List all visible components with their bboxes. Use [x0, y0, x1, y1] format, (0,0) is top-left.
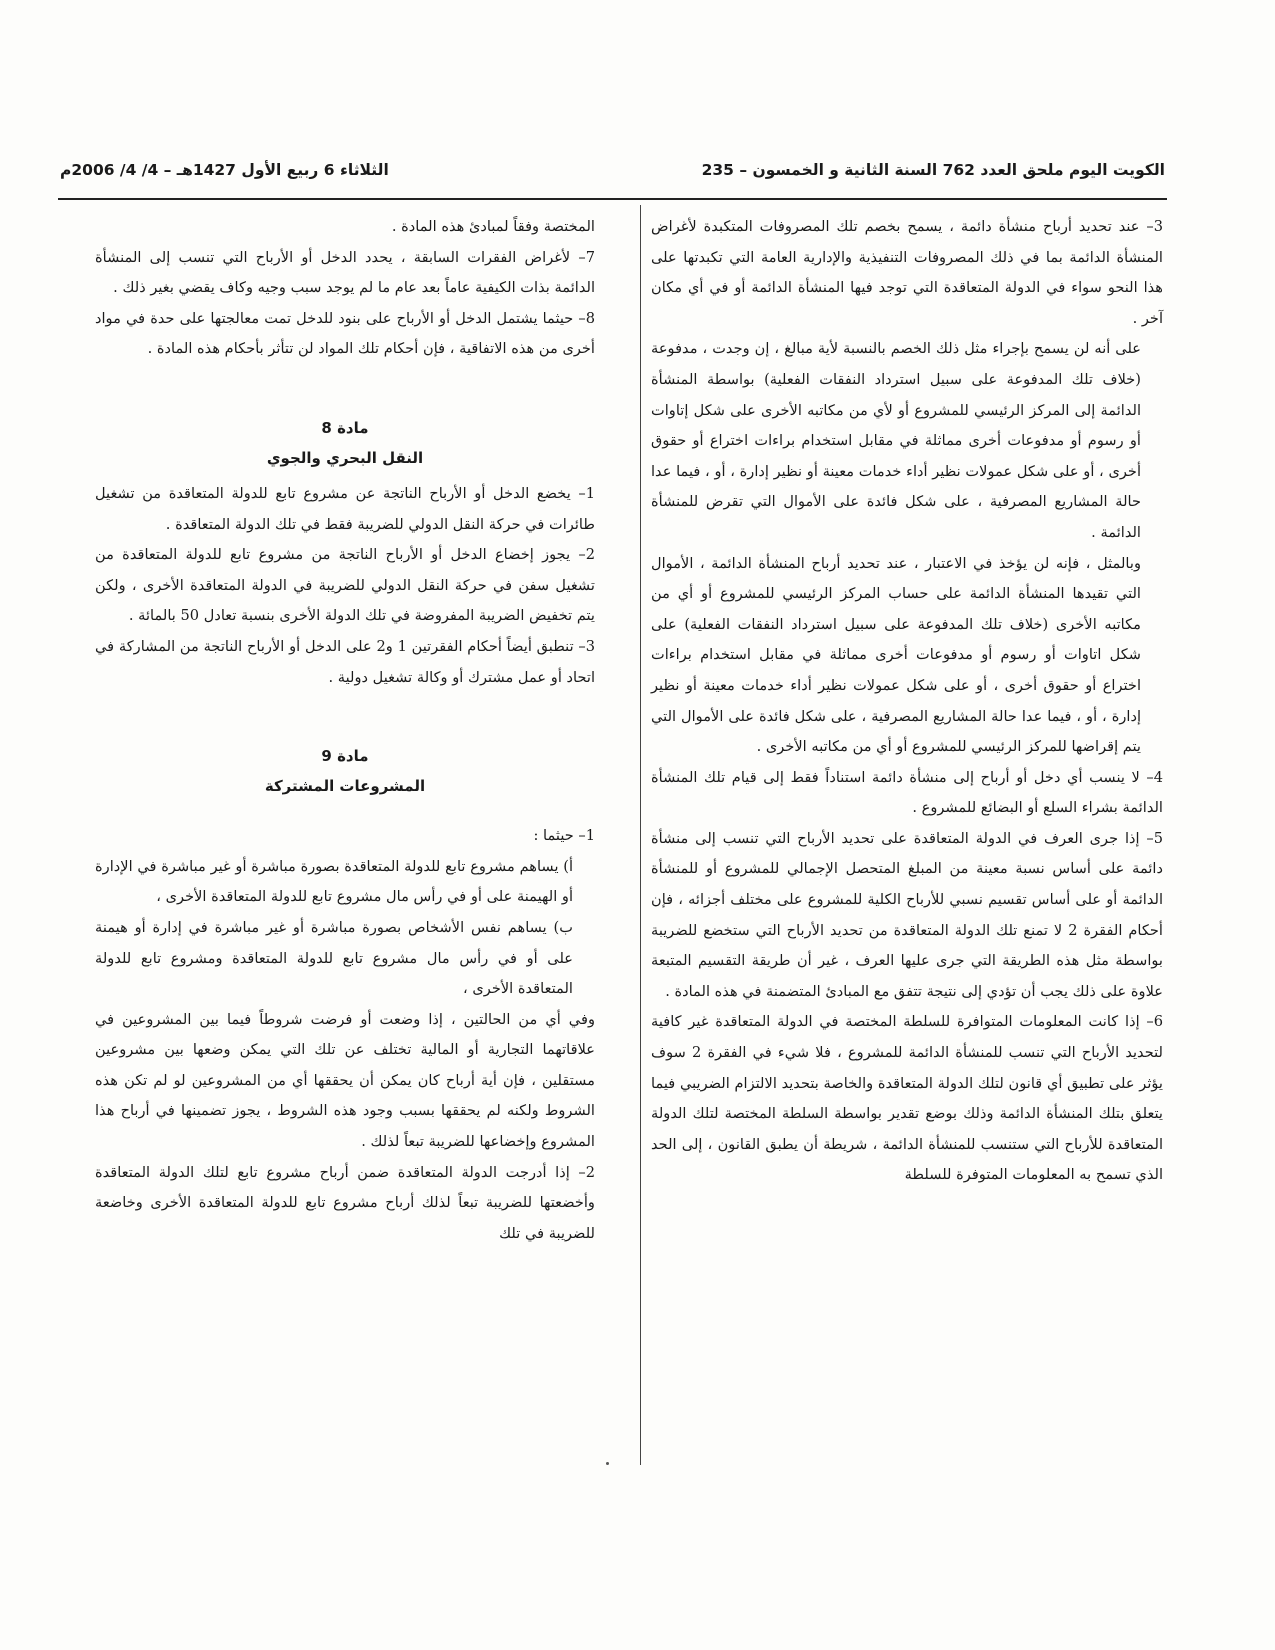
article-8-para-2: 2– يجوز إخضاع الدخل أو الأرباح الناتجة من مشروع تابع للدولة المتعاقدة من تشغيل سفن في حركة النقل الدولي للضريبة في الدولة المتعاقدة الأخرى ، ولكن يتم تخفيض الضريبة المفروضة في تلك الدولة الأخرى بنسبة تعادل 50 بالمائة . [95, 546, 595, 625]
article-9-intro: 1– حيثما : [533, 827, 595, 845]
scan-speck [606, 1462, 609, 1465]
spacer [95, 693, 595, 741]
spacer [95, 801, 595, 821]
spacer [95, 365, 595, 413]
paragraph-5: 5– إذا جرى العرف في الدولة المتعاقدة على تحديد الأرباح التي تنسب إلى منشأة دائمة على أساس نسبة معينة من المبلغ المتحصل الإجمالي للمشروع أو للمنشأة الدائمة أو على أساس تقسيم نسبي للأرباح الكلية للمشروع على مختلف أجزائه ، فإن أحكام الفقرة 2 لا تمنع تلك الدولة المتعاقدة من تحديد الأرباح التي ستخضع للضريبة بواسطة مثل هذه الطريقة التي جرى عليها العرف ، غير أن طريقة التقسيم المتبعة علاوة على ذلك يجب أن تؤدي إلى نتيجة تتفق مع المبادئ المتضمنة في هذه المادة . [651, 829, 1163, 1000]
header-date: الثلاثاء 6 ربيع الأول 1427هـ – 4/ 4/ 2006م [60, 161, 389, 179]
paragraph-3: 3– عند تحديد أرباح منشأة دائمة ، يسمح بخصم تلك المصروفات المتكبدة لأغراض المنشأة الدائمة بما في ذلك المصروفات التنفيذية والإدارية العامة التي تكبدتها على هذا النحو سواء في الدولة المتعاقدة التي توجد فيها المنشأة الدائمة أو في أي مكان آخر . [651, 218, 1163, 327]
article-8-para-1: 1– يخضع الدخل أو الأرباح الناتجة عن مشروع تابع للدولة المتعاقدة من تشغيل طائرات في حركة النقل الدولي للضريبة فقط في تلك الدولة المتعاقدة . [95, 484, 595, 533]
left-column [95, 212, 595, 1249]
column-divider [640, 205, 641, 1465]
article-8-subtitle: النقل البحري والجوي [266, 448, 424, 467]
paragraph-8: 8– حيثما يشتمل الدخل أو الأرباح على بنود للدخل تمت معالجتها على حدة في مواد أخرى من هذه الاتفاقية ، فإن أحكام تلك المواد لن تتأثر بأحكام هذه المادة . [95, 309, 595, 358]
paragraph-6: 6– إذا كانت المعلومات المتوافرة للسلطة المختصة في الدولة المتعاقدة غير كافية لتحديد الأرباح التي تنسب للمنشأة الدائمة للمشروع ، فلا شيء في الفقرة 2 سوف يؤثر على تطبيق أي قانون لتلك الدولة المتعاقدة والخاصة بتحديد الالتزام الضريبي فيما يتعلق بتلك المنشأة الدائمة وذلك بوضع تقدير بواسطة السلطة المختصة لتلك الدولة المتعاقدة للأرباح التي ستنسب للمنشأة الدائمة ، شريطة أن يطبق القانون ، إلى الحد الذي تسمح به المعلومات المتوفرة للسلطة [651, 1013, 1163, 1184]
article-9-item-b: ب) يساهم نفس الأشخاص بصورة مباشرة أو غير مباشرة في إدارة أو هيمنة على أو في رأس مال مشروع تابع للدولة المتعاقدة ومشروع تابع للدولة المتعاقدة الأخرى ، [95, 918, 573, 998]
article-9-subtitle: المشروعات المشتركة [264, 777, 426, 796]
paragraph-7: 7– لأغراض الفقرات السابقة ، يحدد الدخل أو الأرباح التي تنسب إلى المنشأة الدائمة بذات الكيفية عاماً بعد عام ما لم يوجد سبب وجيه وكاف يقضي بغير ذلك . [95, 248, 595, 297]
article-9-title: مادة 9 [321, 747, 369, 766]
article-9-para-2: 2– إذا أدرجت الدولة المتعاقدة ضمن أرباح مشروع تابع لتلك الدولة المتعاقدة وأخضعتها للضريبة تبعاً لذلك أرباح مشروع تابع للدولة المتعاقدة الأخرى وخاضعة للضريبة في تلك [95, 1163, 595, 1242]
header-publication-info: الكويت اليوم ملحق العدد 762 السنة الثانية و الخمسون – 235 [701, 161, 1165, 179]
article-8-title: مادة 8 [321, 418, 369, 437]
paragraph-4: 4– لا ينسب أي دخل أو أرباح إلى منشأة دائمة استناداً فقط إلى قيام تلك المنشأة الدائمة بشراء السلع أو البضائع للمشروع . [651, 768, 1163, 817]
article-9-item-a: أ) يساهم مشروع تابع للدولة المتعاقدة بصورة مباشرة أو غير مباشرة في الإدارة أو الهيمنة على أو في رأس مال مشروع تابع للدولة المتعاقدة الأخرى ، [95, 857, 573, 906]
article-9-body: وفي أي من الحالتين ، إذا وضعت أو فرضت شروطاً فيما بين المشروعين في علاقاتهما التجارية أو المالية تختلف عن تلك التي يمكن وضعها بين مشروعين مستقلين ، فإن أية أرباح كان يمكن أن يحققها أي من المشروعين لو لم تكن هذه الشروط ولكنه لم يحققها بسبب وجود هذه الشروط ، يجوز تضمينها في أرباح هذا المشروع وإخضاعها للضريبة تبعاً لذلك . [95, 1010, 595, 1151]
header-rule [58, 198, 1167, 200]
paragraph-3-continued-b: وبالمثل ، فإنه لن يؤخذ في الاعتبار ، عند تحديد أرباح المنشأة الدائمة ، الأموال التي تقيدها المنشأة الدائمة على حساب المركز الرئيسي للمشروع أو أي من مكاتبه الأخرى (خلاف تلك المدفوعة على سبيل استرداد النفقات الفعلية) على شكل اتاوات أو رسوم أو مدفوعات أخرى مماثلة في مقابل استخدام براءات اختراع أو حقوق أخرى ، أو على شكل عمولات نظير أداء خدمات معينة أو نظير إدارة ، أو ، فيما عدا حالة المشاريع المصرفية ، على شكل فائدة على الأموال التي يتم إقراضها للمركز الرئيسي للمشروع أو أي من مكاتبه الأخرى . [651, 554, 1141, 756]
continuation-text: المختصة وفقاً لمبادئ هذه المادة . [391, 218, 595, 235]
article-8-para-3: 3– تنطبق أيضاً أحكام الفقرتين 1 و2 على الدخل أو الأرباح الناتجة من المشاركة في اتحاد أو عمل مشترك أو وكالة تشغيل دولية . [95, 637, 596, 686]
right-column [651, 212, 1163, 1191]
page-header [60, 155, 1165, 191]
paragraph-3-continued-a: على أنه لن يسمح بإجراء مثل ذلك الخصم بالنسبة لأية مبالغ ، إن وجدت ، مدفوعة (خلاف تلك المدفوعة على سبيل استرداد النفقات الفعلية) بواسطة المنشأة الدائمة إلى المركز الرئيسي للمشروع أو لأي من مكاتبه الأخرى على شكل إتاوات أو رسوم أو مدفوعات أخرى مماثلة في مقابل استخدام براءات اختراع أو حقوق أخرى ، أو على شكل عمولات نظير أداء خدمات معينة أو نظير إدارة ، أو ، فيما عدا حالة المشاريع المصرفية ، على شكل فائدة على الأموال التي تقرض للمنشأة الدائمة . [651, 340, 1141, 541]
